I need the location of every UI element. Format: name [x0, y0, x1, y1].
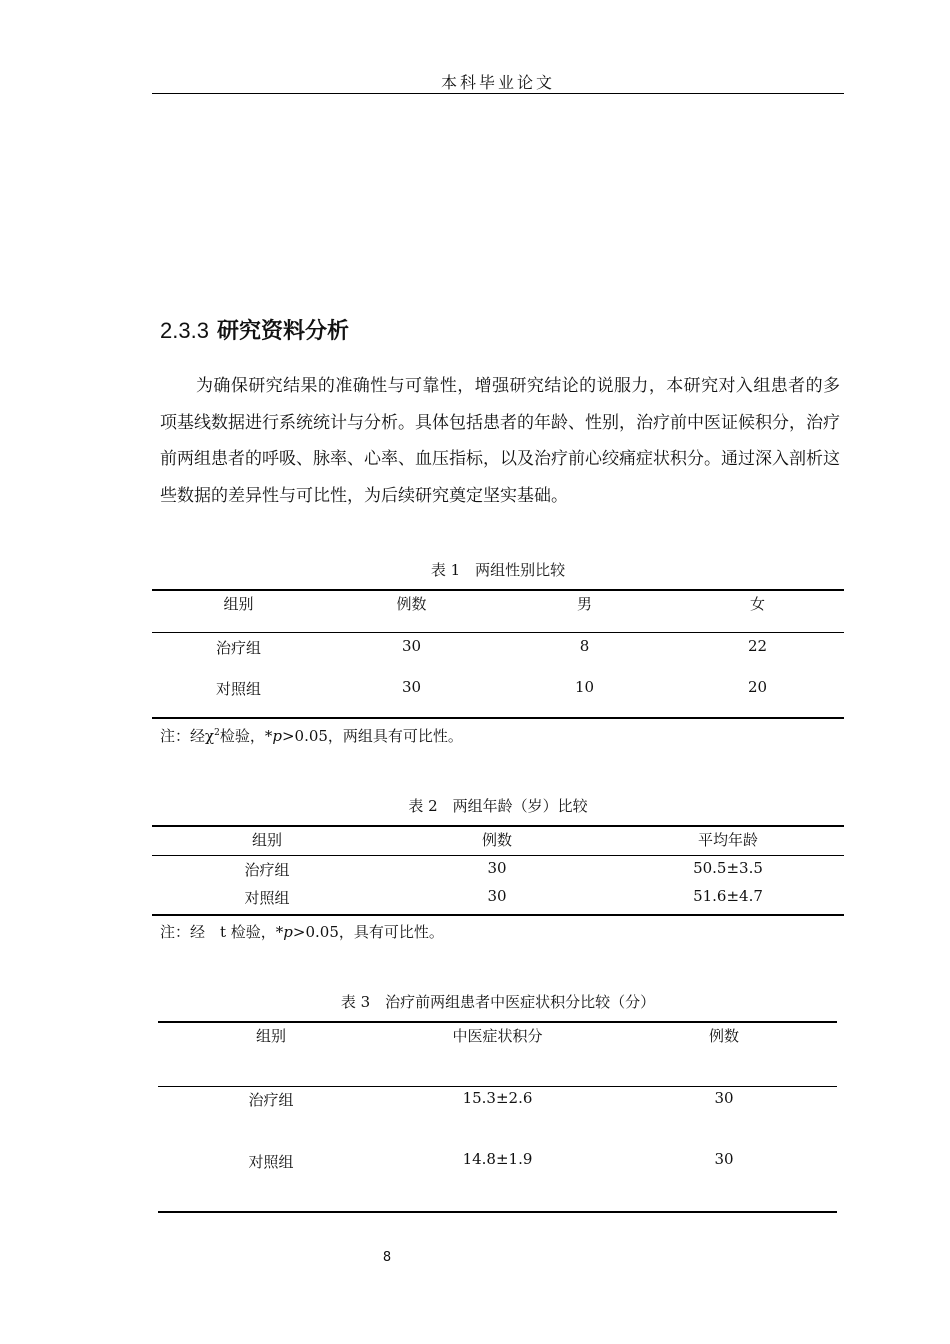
- table3-header-cell: 例数: [708, 1027, 739, 1045]
- table3-cell: 30: [714, 1150, 734, 1168]
- table1-bottom-rule: [152, 717, 844, 719]
- table3-bottom-rule: [158, 1211, 837, 1213]
- header-rule: [152, 93, 844, 94]
- table3-header-cell: 组别: [255, 1027, 286, 1045]
- table2-note: 注：经 t 检验，*p>0.05，具有可比性。: [160, 923, 444, 941]
- table3-top-rule: [158, 1021, 837, 1023]
- table2-cell: 治疗组: [244, 861, 290, 879]
- table1-cell: 10: [574, 678, 595, 696]
- table1-cell: 20: [747, 678, 768, 696]
- table1-cell: 治疗组: [215, 639, 261, 657]
- table2-header-cell: 例数: [481, 831, 512, 849]
- table2-header-cell: 平均年龄: [697, 831, 758, 849]
- table3-header-cell: 中医症状积分: [452, 1027, 543, 1045]
- table1-cell: 30: [401, 678, 422, 696]
- section-title: 研究资料分析: [216, 319, 349, 344]
- table2-cell: 30: [487, 859, 507, 877]
- table2-cell: 对照组: [244, 889, 290, 907]
- table3-cell: 30: [714, 1089, 734, 1107]
- table1-header-cell: 男: [576, 595, 592, 613]
- body-paragraph: 为确保研究结果的准确性与可靠性，增强研究结论的说服力，本研究对入组患者的多项基线数据进行系统统计与分析。具体包括患者的年龄、性别，治疗前中医证候积分，治疗前两组患者的呼吸、脉率、心率、血压指标，以及治疗前心绞痛症状积分。通过深入剖析这些数据的差异性与可比性，为后续研究奠定坚实基础。: [160, 376, 840, 506]
- table1-header-cell: 女: [749, 595, 765, 613]
- table3-header-rule: [158, 1086, 837, 1087]
- table1-top-rule: [152, 589, 844, 591]
- table2-cell: 50.5±3.5: [693, 859, 763, 877]
- table2-caption: 表 2 两组年龄（岁）比较: [408, 797, 588, 815]
- table3-cell: 治疗组: [248, 1091, 294, 1109]
- table1-cell: 22: [747, 637, 768, 655]
- table3-cell: 对照组: [248, 1153, 294, 1171]
- section-number: 2.3.3: [160, 318, 209, 343]
- table3-cell: 14.8±1.9: [462, 1150, 533, 1168]
- table3-caption: 表 3 治疗前两组患者中医症状积分比较（分）: [340, 993, 656, 1011]
- table1-header-cell: 组别: [223, 595, 254, 613]
- table2-cell: 51.6±4.7: [693, 887, 763, 905]
- table2-header-rule: [152, 855, 844, 856]
- page-number: 8: [382, 1250, 392, 1265]
- table2-cell: 30: [487, 887, 507, 905]
- section-heading: [160, 314, 349, 345]
- table1-header-rule: [152, 632, 844, 633]
- table1-note: 注：经$\chi^2$检验，*p>0.05，两组具有可比性。: [160, 727, 463, 745]
- table2-top-rule: [152, 825, 844, 827]
- table2-bottom-rule: [152, 914, 844, 916]
- page-header-title: 本科毕业论文: [440, 73, 555, 92]
- table1-header-cell: 例数: [396, 595, 427, 613]
- table2-header-cell: 组别: [251, 831, 282, 849]
- table1-cell: 8: [579, 637, 590, 655]
- table1-cell: 30: [401, 637, 422, 655]
- table1-caption: 表 1 两组性别比较: [430, 561, 566, 579]
- table3-cell: 15.3±2.6: [462, 1089, 533, 1107]
- table1-cell: 对照组: [215, 680, 261, 698]
